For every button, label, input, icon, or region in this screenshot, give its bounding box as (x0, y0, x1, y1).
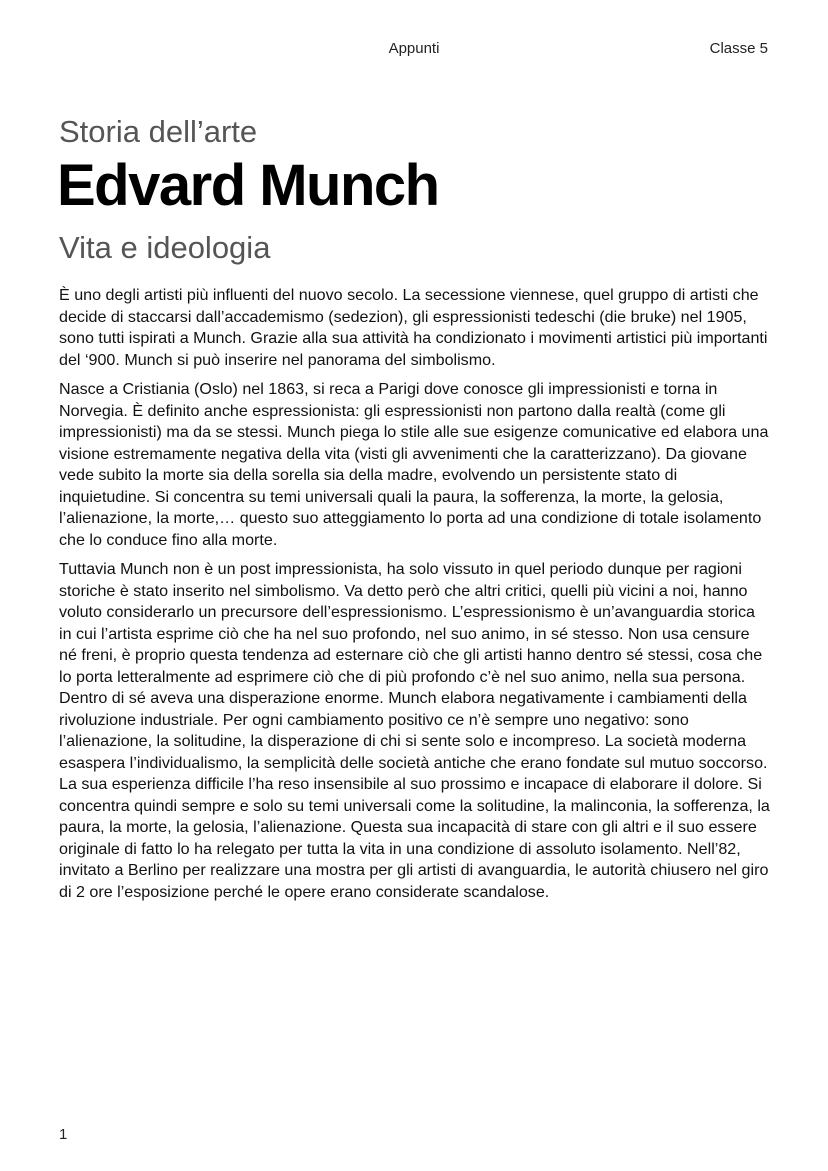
header-right-label: Classe 5 (709, 40, 768, 57)
header-center-label: Appunti (388, 40, 440, 57)
section-heading: Vita e ideologia (59, 230, 271, 265)
document-title: Edvard Munch (57, 153, 439, 218)
page-number: 1 (59, 1126, 68, 1143)
document-subject: Storia dell’arte (59, 114, 258, 149)
body-paragraph: È uno degli artisti più influenti del nuovo secolo. La secessione viennese, quel gruppo di artisti che decide di staccarsi dall’accademismo (sedezion), gli espressionisti tedeschi (die bruke) nel 1905, sono tutti ispirati a Munch. Grazie alla sua attività ha condizionato i movimenti artistici più importanti del ‘900. Munch si può inserire nel panorama del simbolismo. (59, 286, 768, 369)
document-body (59, 285, 771, 911)
body-paragraph: Nasce a Cristiania (Oslo) nel 1863, si reca a Parigi dove conosce gli impressionisti e torna in Norvegia. È definito anche espressionista: gli espressionisti non partono dalla realtà (come gli impressionisti) ma da se stessi. Munch piega lo stile alle sue esigenze comunicative ed elabora una visione estremamente negativa della vita (visti gli avvenimenti che la caratterizzano). Da giovane vede subito la morte sia della sorella sia della madre, evolvendo un persistente stato di inquietudine. Si concentra su temi universali quali la paura, la sofferenza, la morte, la gelosia, l’alienazione, la morte,… questo suo atteggiamento lo porta ad una condizione di totale isolamento che lo conduce fino alla morte. (59, 380, 769, 549)
body-paragraph: Tuttavia Munch non è un post impressionista, ha solo vissuto in quel periodo dunque per ragioni storiche è stato inserito nel simbolismo. Va detto però che altri critici, quelli più vicini a noi, hanno voluto considerarlo un precursore dell’espressionismo. L’espressionismo è un’avanguardia storica in cui l’artista esprime ciò che ha nel suo profondo, nel suo animo, in sé stesso. Non usa censure né freni, è proprio questa tendenza ad esternare ciò che gli artisti hanno dentro sé stessi, cosa che lo porta letteralmente ad esprimere ciò che di più profondo c’è nel suo animo, nella sua persona. Dentro di sé aveva una disperazione enorme. Munch elabora negativamente i cambiamenti della rivoluzione industriale. Per ogni cambiamento positivo ce n’è sempre uno negativo: sono l’alienazione, la solitudine, la disperazione di chi si sente solo e incompreso. La società moderna esaspera l’individualismo, la semplicità delle società antiche che erano fondate sul mutuo soccorso. La sua esperienza difficile l’ha reso insensibile al suo prossimo e incapace di elaborare il dolore. Si concentra quindi sempre e solo su temi universali come la solitudine, la malinconia, la sofferenza, la paura, la morte, la gelosia, l’alienazione. Questa sua incapacità di stare con gli altri e il suo essere originale di fatto lo ha relegato per tutta la vita in una condizione di assoluto isolamento. Nell’82, invitato a Berlino per realizzare una mostra per gli artisti di avanguardia, le autorità chiusero nel giro di 2 ore l’esposizione perché le opere erano considerate scandalose. (59, 560, 770, 901)
